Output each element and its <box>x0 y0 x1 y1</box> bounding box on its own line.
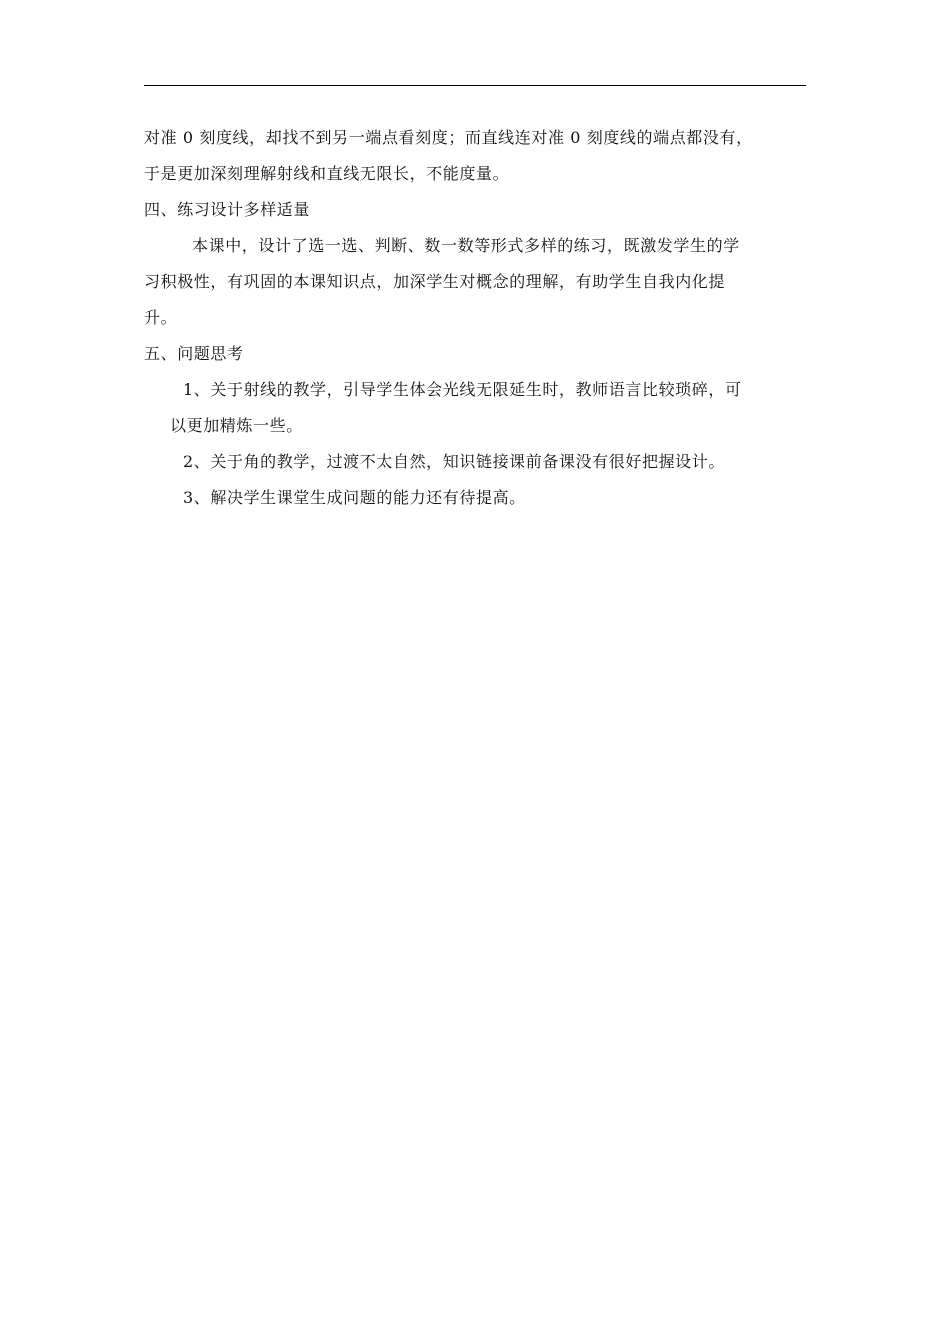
paragraph-continued-line-1: 对准 0 刻度线，却找不到另一端点看刻度；而直线连对准 0 刻度线的端点都没有， <box>144 128 753 147</box>
section-5-heading: 五、问题思考 <box>144 344 244 363</box>
header-rule <box>144 85 806 86</box>
section-4-text-line-2: 习积极性，有巩固的本课知识点，加深学生对概念的理解，有助学生自我内化提 <box>144 272 726 291</box>
section-4-heading: 四、练习设计多样适量 <box>144 200 311 219</box>
section-5-item-2: 2、关于角的教学，过渡不太自然，知识链接课前备课没有很好把握设计。 <box>183 452 725 471</box>
section-4-text-line-3: 升。 <box>144 308 178 327</box>
section-5-item-1-line-2: 以更加精炼一些。 <box>170 416 303 435</box>
section-5-item-3: 3、解决学生课堂生成问题的能力还有待提高。 <box>183 488 526 507</box>
section-4-text-line-1: 本课中，设计了选一选、判断、数一数等形式多样的练习，既激发学生的学 <box>192 236 740 255</box>
paragraph-continued-line-2: 于是更加深刻理解射线和直线无限长，不能度量。 <box>144 164 510 183</box>
section-5-item-1-line-1: 1、关于射线的教学，引导学生体会光线无限延生时，教师语言比较琐碎，可 <box>183 380 742 399</box>
